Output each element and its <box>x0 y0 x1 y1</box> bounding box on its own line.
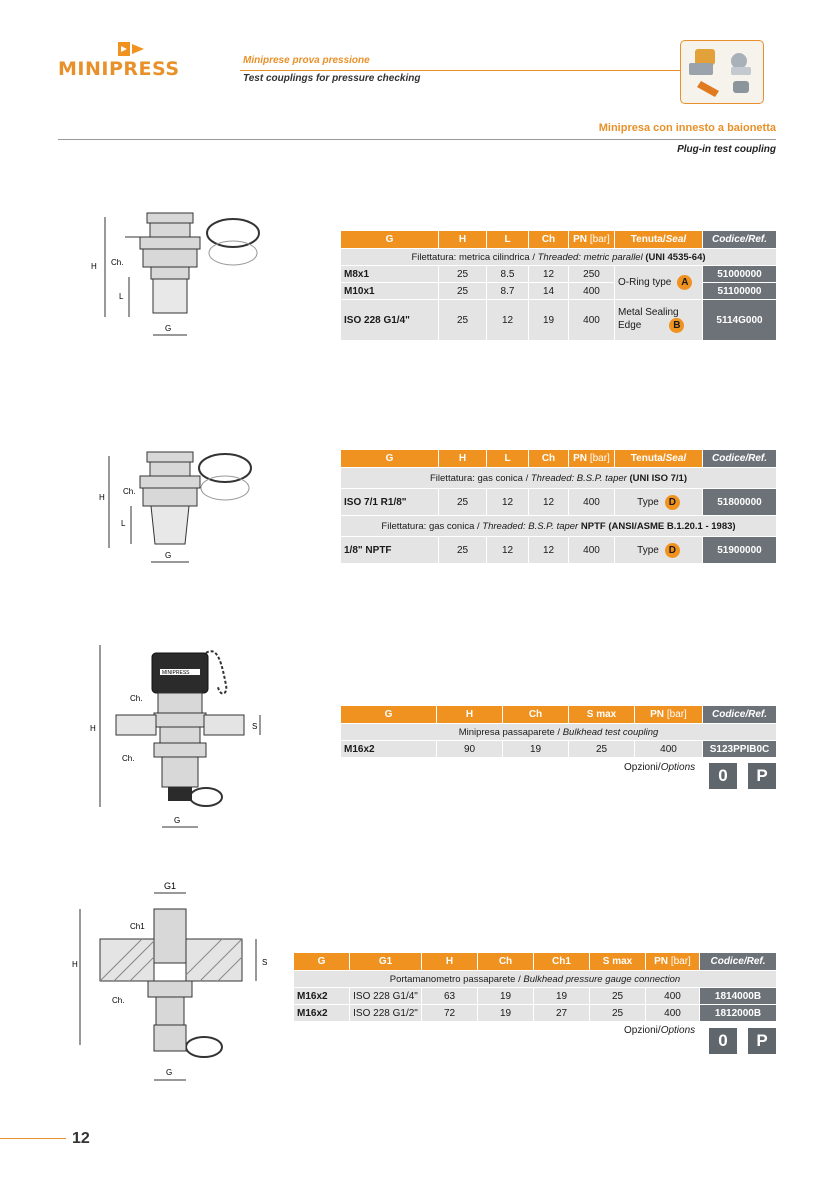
table-bulkhead-gauge-connection <box>293 952 777 1022</box>
table-row: ISO 228 G1/4" 25 12 19 400 Metal Sealing Edge B 5114G000 <box>341 300 777 341</box>
seal-oring: O-Ring type A <box>615 266 703 300</box>
drawing-label-ch1: Ch1 <box>130 922 145 931</box>
section-title-it: Minipresa con innesto a baionetta <box>598 122 776 134</box>
table-row: M16x2 ISO 228 G1/2" 72 19 27 25 400 1812000B <box>294 1005 777 1022</box>
drawing-label-h: H <box>99 493 105 502</box>
drawing-label-ch-2: Ch. <box>122 754 135 763</box>
drawing-label-ch: Ch. <box>130 694 143 703</box>
drawing-label-g: G <box>166 1068 173 1077</box>
table-subheader: Portamanometro passaparete / Bulkhead pressure gauge connection <box>294 971 777 988</box>
col-pn: PN [bar] <box>569 231 615 249</box>
table-header-row: G H Ch S max PN [bar] Codice/Ref. <box>341 706 777 724</box>
badge-d: D <box>665 543 680 558</box>
logo-text: MINIPRESS <box>58 58 180 80</box>
table-subheader: Minipresa passaparete / Bulkhead test coupling <box>341 724 777 741</box>
table-row: M16x2 ISO 228 G1/4" 63 19 19 25 400 1814000B <box>294 988 777 1005</box>
header-rule <box>240 70 680 71</box>
col-g: G <box>341 231 439 249</box>
table-plug-in-coupling-1 <box>340 230 777 341</box>
drawing-plug-in-coupling-2 <box>95 448 270 573</box>
badge-d: D <box>665 495 680 510</box>
drawing-label-l: L <box>121 519 126 528</box>
options-label: Opzioni/Options <box>624 762 696 773</box>
table-row: 1/8" NPTF 25 12 12 400 Type D 51900000 <box>341 537 777 564</box>
drawing-bulkhead-test-coupling <box>88 635 278 835</box>
page-number: 12 <box>72 1130 90 1147</box>
table-subheader: Filettatura: gas conica / Threaded: B.S.P. taper (UNI ISO 7/1) <box>341 468 777 489</box>
drawing-label-h: H <box>90 724 96 733</box>
product-thumbnail <box>680 40 764 104</box>
seal-metal: Metal Sealing Edge B <box>615 300 703 341</box>
table-header-row <box>341 231 777 249</box>
section-rule <box>58 139 776 140</box>
badge-a: A <box>677 275 692 290</box>
drawing-label-ch: Ch. <box>112 996 125 1005</box>
footer-rule <box>0 1138 66 1139</box>
table-header-row: G H L Ch PN [bar] Tenuta/Seal Codice/Ref. <box>341 450 777 468</box>
table-bulkhead-test-coupling <box>340 705 777 758</box>
badge-b: B <box>669 318 684 333</box>
option-p-button[interactable]: P <box>748 763 776 789</box>
logo-wordmark <box>58 58 180 80</box>
drawing-label-h: H <box>91 262 97 271</box>
drawing-label-g: G <box>165 324 172 333</box>
drawing-label-g: G <box>165 551 172 560</box>
header-title-en: Test couplings for pressure checking <box>243 73 421 84</box>
option-p-button[interactable]: P <box>748 1028 776 1054</box>
drawing-label-g1: G1 <box>164 881 177 891</box>
header-title-it: Miniprese prova pressione <box>243 55 370 66</box>
drawing-plug-in-coupling-1 <box>85 205 270 345</box>
table-row: M10x1 25 8.7 14 400 51100000 <box>341 283 777 300</box>
cap-label: MINIPRESS <box>162 670 190 676</box>
logo-mark-icon <box>118 42 148 58</box>
table-plug-in-coupling-2 <box>340 449 777 564</box>
table-row: M8x1 25 8.5 12 250 O-Ring type A 51000000 <box>341 266 777 283</box>
option-0-button[interactable]: 0 <box>709 1028 737 1054</box>
col-l: L <box>487 231 529 249</box>
drawing-label-ch: Ch. <box>111 258 124 267</box>
table-subheader: Filettatura: metrica cilindrica / Threaded: metric parallel (UNI 4535-64) <box>341 249 777 266</box>
drawing-label-ch: Ch. <box>123 487 136 496</box>
table-row: M16x2 90 19 25 400 S123PPIB0C <box>341 741 777 758</box>
drawing-label-s: S <box>252 722 258 731</box>
drawing-label-g: G <box>174 816 181 825</box>
col-seal: Tenuta/Seal <box>615 231 703 249</box>
col-h: H <box>439 231 487 249</box>
drawing-label-l: L <box>119 292 124 301</box>
drawing-label-h: H <box>72 960 78 969</box>
table-subheader: Filettatura: gas conica / Threaded: B.S.P. taper NPTF (ANSI/ASME B.1.20.1 - 1983) <box>341 516 777 537</box>
options-label: Opzioni/Options <box>624 1025 696 1036</box>
couplings-photo-icon <box>681 41 763 103</box>
table-header-row: G G1 H Ch Ch1 S max PN [bar] Codice/Ref. <box>294 953 777 971</box>
drawing-label-s: S <box>262 958 268 967</box>
col-ch: Ch <box>529 231 569 249</box>
drawing-bulkhead-gauge-connection <box>70 875 280 1090</box>
table-row: ISO 7/1 R1/8" 25 12 12 400 Type D 51800000 <box>341 489 777 516</box>
section-title-en: Plug-in test coupling <box>677 144 776 155</box>
col-code: Codice/Ref. <box>703 231 777 249</box>
option-0-button[interactable]: 0 <box>709 763 737 789</box>
